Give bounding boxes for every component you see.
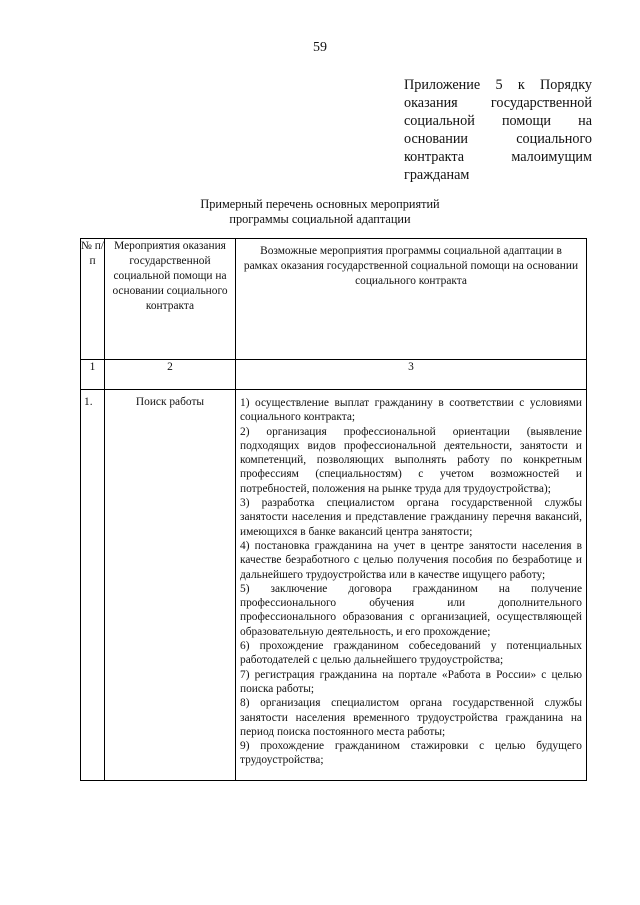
list-item: 8) организация специалистом органа государственной службы занятости населения временного трудоустройства гражданина на период поиска постоянного места работы; [240,697,582,738]
appendix-line: Приложение 5 к Порядку [404,77,592,93]
title-line-2: программы социальной адаптации [229,212,411,226]
appendix-line: социальной помощи на [404,113,592,129]
appendix-note [404,76,592,184]
list-item: 5) заключение договора гражданином на получение профессионального обучения или дополнительного профессионального образования с организацией, осуществляющей образовательную деятельность, и его прохождение; [240,582,582,638]
header-possible-measures: Возможные мероприятия программы социальной адаптации в рамках оказания государственной социальной помощи на основании социального контракта [236,239,587,360]
document-title [0,197,640,227]
list-item: 2) организация профессиональной ориентации (выявление подходящих видов профессиональной деятельности, занятости и компетенций, позволяющих выполнять работу по конкретным профессиям (специальностям) с учетом возможностей и потребностей, положения на рынке труда для трудоустройства); [240,425,582,495]
measures-list [240,396,582,768]
title-line-1: Примерный перечень основных мероприятий [200,197,440,211]
list-item: 3) разработка специалистом органа государственной службы занятости населения и представление гражданину перечня вакансий, имеющихся в банке вакансий центра занятости; [240,497,582,538]
column-number: 1 [81,360,105,390]
appendix-line: гражданам [404,167,470,183]
page-number: 59 [313,40,327,55]
table-header-row [81,239,587,360]
header-measures: Мероприятия оказания государственной социальной помощи на основании социального контракта [105,239,236,360]
measures-table [80,238,587,781]
table-row [81,390,587,781]
appendix-line: основании социального [404,131,592,147]
list-item: 9) прохождение гражданином стажировки с целью будущего трудоустройства; [240,740,582,767]
appendix-line: оказания государственной [404,95,592,111]
header-num: № п/п [81,239,105,360]
list-item: 6) прохождение гражданином собеседований у потенциальных работодателей с целью дальнейшего трудоустройства; [240,640,582,667]
list-item: 7) регистрация гражданина на портале «Работа в России» с целью поиска работы; [240,668,582,695]
appendix-line: контракта малоимущим [404,149,592,165]
row-possible-measures [236,390,587,781]
list-item: 1) осуществление выплат гражданину в соответствии с условиями социального контракта; [240,397,582,424]
row-measure: Поиск работы [105,390,236,781]
list-item: 4) постановка гражданина на учет в центре занятости населения в качестве безработного с целью получения пособия по безработице и дальнейшего трудоустройства или в качестве ищущего работу; [240,539,582,581]
column-numbers-row [81,360,587,390]
row-number: 1. [81,390,105,781]
column-number: 2 [105,360,236,390]
column-number: 3 [236,360,587,390]
